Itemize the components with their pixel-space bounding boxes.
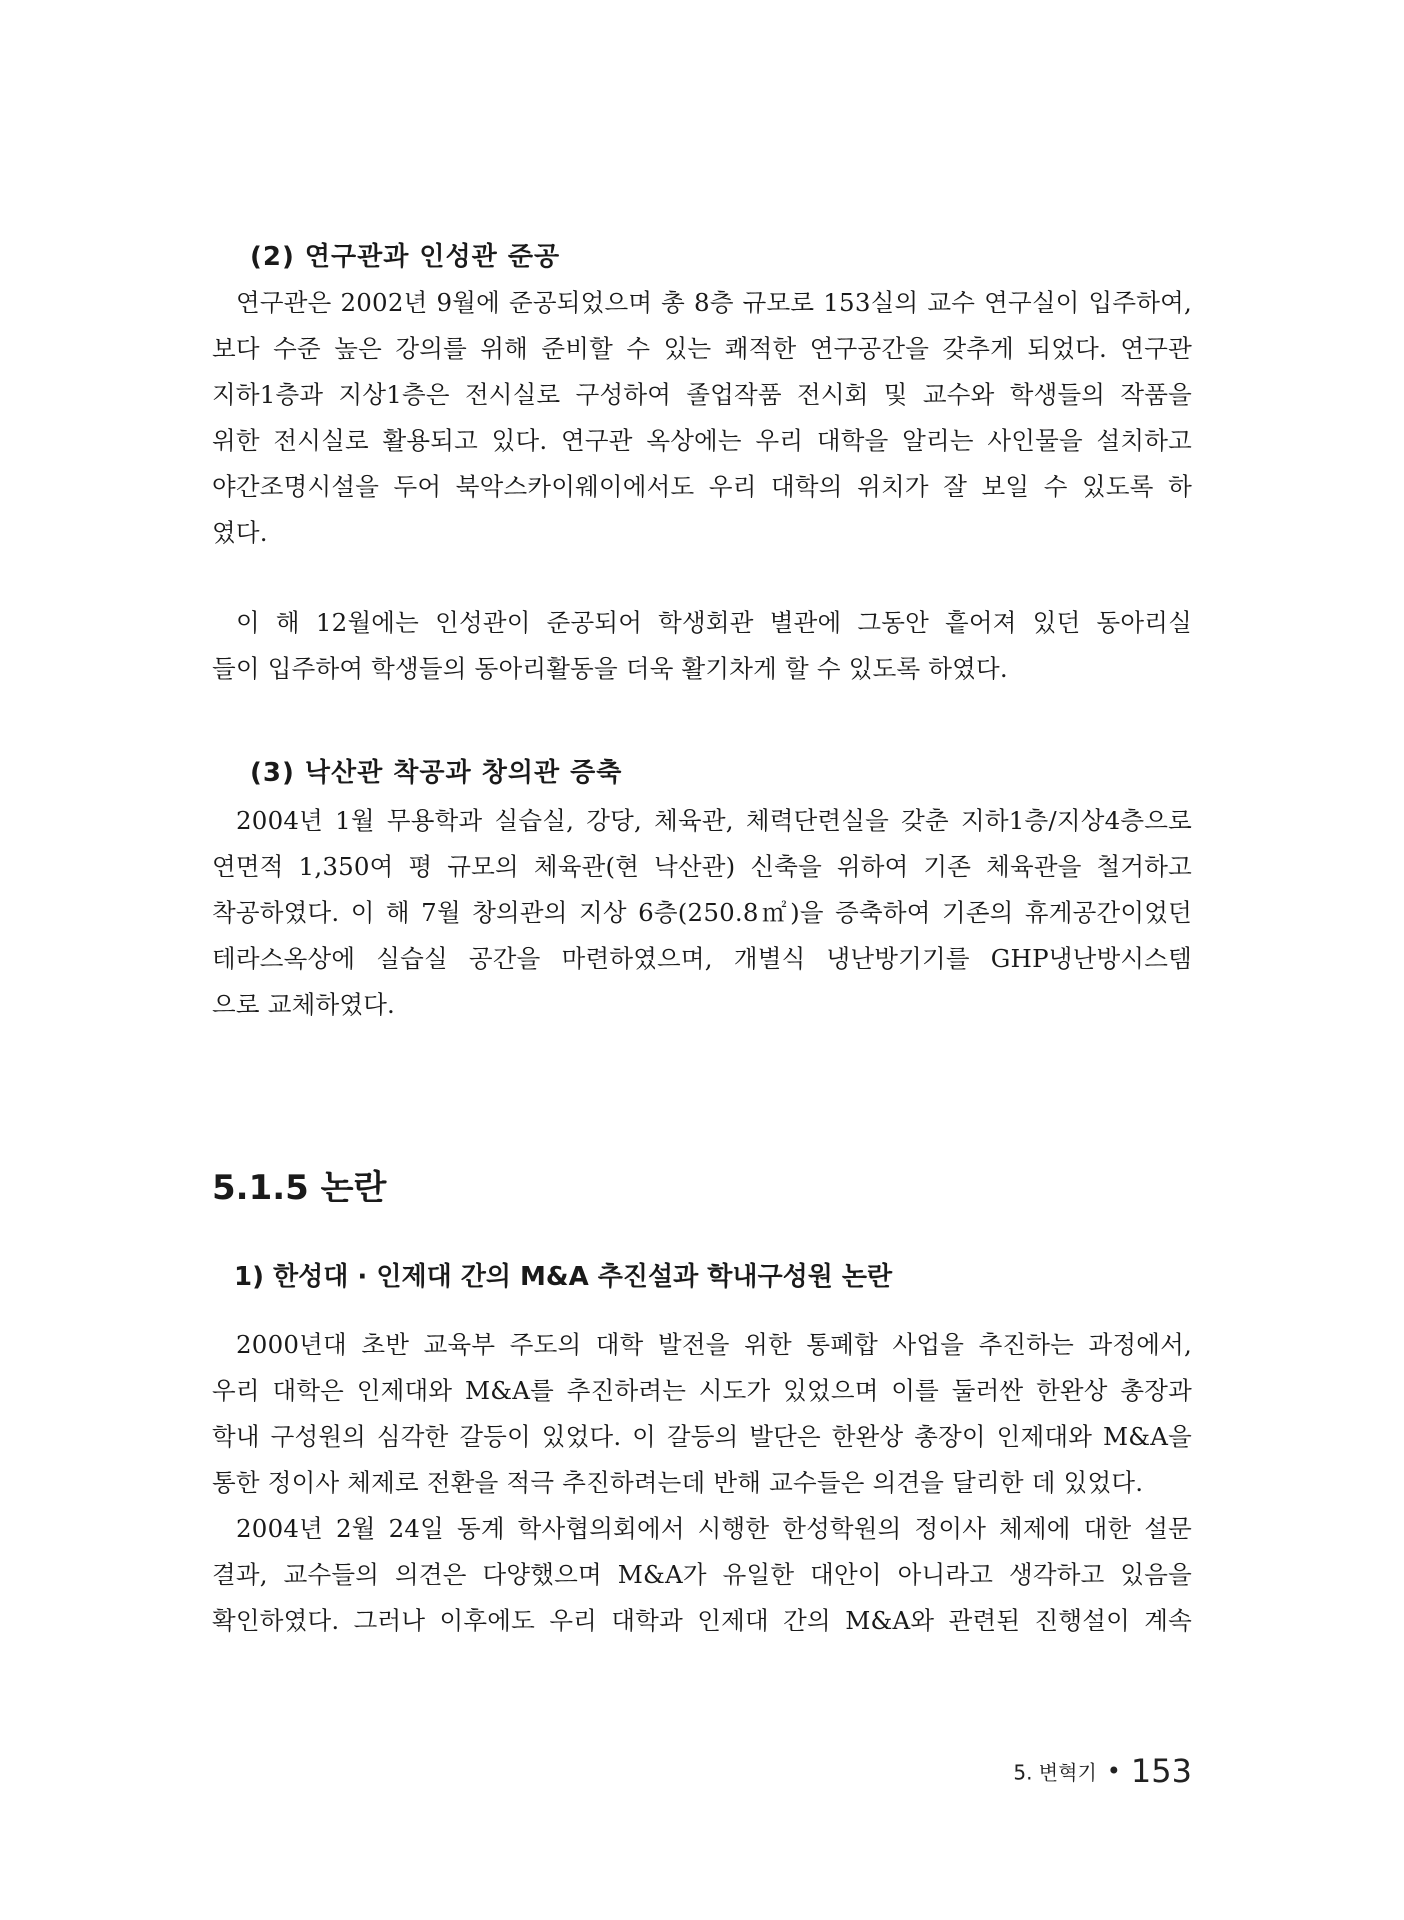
chapter-heading: 5.1.5 논란: [212, 1168, 387, 1208]
page-footer: [1013, 1752, 1192, 1790]
section-3-paragraph-1: [212, 798, 1192, 1028]
text-line: 학내 구성원의 심각한 갈등이 있었다. 이 갈등의 발단은 한완상 총장이 인제대와 M&A을: [212, 1422, 1192, 1451]
section-2-paragraph-2: [212, 600, 1192, 692]
text-line: 였다.: [212, 518, 268, 547]
subsection-1-heading: 1) 한성대 · 인제대 간의 M&A 추진설과 학내구성원 논란: [234, 1262, 893, 1292]
text-line: 우리 대학은 인제대와 M&A를 추진하려는 시도가 있었으며 이를 둘러싼 한완상 총장과: [212, 1376, 1192, 1405]
text-line: 들이 입주하여 학생들의 동아리활동을 더욱 활기차게 할 수 있도록 하였다.: [212, 654, 1008, 683]
text-line: 연면적 1,350여 평 규모의 체육관(현 낙산관) 신축을 위하여 기존 체육관을 철거하고: [212, 852, 1192, 881]
text-line: 이 해 12월에는 인성관이 준공되어 학생회관 별관에 그동안 흩어져 있던 동아리실: [236, 608, 1192, 637]
text-line: 보다 수준 높은 강의를 위해 준비할 수 있는 쾌적한 연구공간을 갖추게 되었다. 연구관: [212, 334, 1192, 363]
footer-chapter: 5. 변혁기: [1013, 1760, 1097, 1785]
text-line: 연구관은 2002년 9월에 준공되었으며 총 8층 규모로 153실의 교수 연구실이 입주하여,: [236, 288, 1192, 317]
section-2-paragraph-1: [212, 280, 1192, 556]
subsection-1-paragraph-1: [212, 1322, 1192, 1506]
text-line: 확인하였다. 그러나 이후에도 우리 대학과 인제대 간의 M&A와 관련된 진행설이 계속: [212, 1606, 1192, 1635]
section-3-heading: (3) 낙산관 착공과 창의관 증축: [250, 758, 623, 788]
text-line: 결과, 교수들의 의견은 다양했으며 M&A가 유일한 대안이 아니라고 생각하고 있음을: [212, 1560, 1192, 1589]
section-2-heading: (2) 연구관과 인성관 준공: [250, 242, 561, 272]
subsection-1-paragraph-2: [212, 1506, 1192, 1644]
text-line: 2000년대 초반 교육부 주도의 대학 발전을 위한 통폐합 사업을 추진하는 과정에서,: [236, 1330, 1192, 1359]
text-line: 으로 교체하였다.: [212, 990, 396, 1019]
text-line: 테라스옥상에 실습실 공간을 마련하였으며, 개별식 냉난방기기를 GHP냉난방시스템: [212, 944, 1192, 973]
text-line: 위한 전시실로 활용되고 있다. 연구관 옥상에는 우리 대학을 알리는 사인물을 설치하고: [212, 426, 1192, 455]
text-line: 착공하였다. 이 해 7월 창의관의 지상 6층(250.8㎡)을 증축하여 기존의 휴게공간이었던: [212, 898, 1192, 927]
page-number: 153: [1130, 1752, 1192, 1790]
text-line: 통한 정이사 체제로 전환을 적극 추진하려는데 반해 교수들은 의견을 달리한 데 있었다.: [212, 1468, 1144, 1497]
text-line: 2004년 2월 24일 동계 학사협의회에서 시행한 한성학원의 정이사 체제에 대한 설문: [236, 1514, 1192, 1543]
text-line: 2004년 1월 무용학과 실습실, 강당, 체육관, 체력단련실을 갖춘 지하1층/지상4층으로: [236, 806, 1192, 835]
text-line: 지하1층과 지상1층은 전시실로 구성하여 졸업작품 전시회 및 교수와 학생들의 작품을: [212, 380, 1192, 409]
bullet-separator-icon: •: [1106, 1757, 1121, 1785]
text-line: 야간조명시설을 두어 북악스카이웨이에서도 우리 대학의 위치가 잘 보일 수 있도록 하: [212, 472, 1192, 501]
